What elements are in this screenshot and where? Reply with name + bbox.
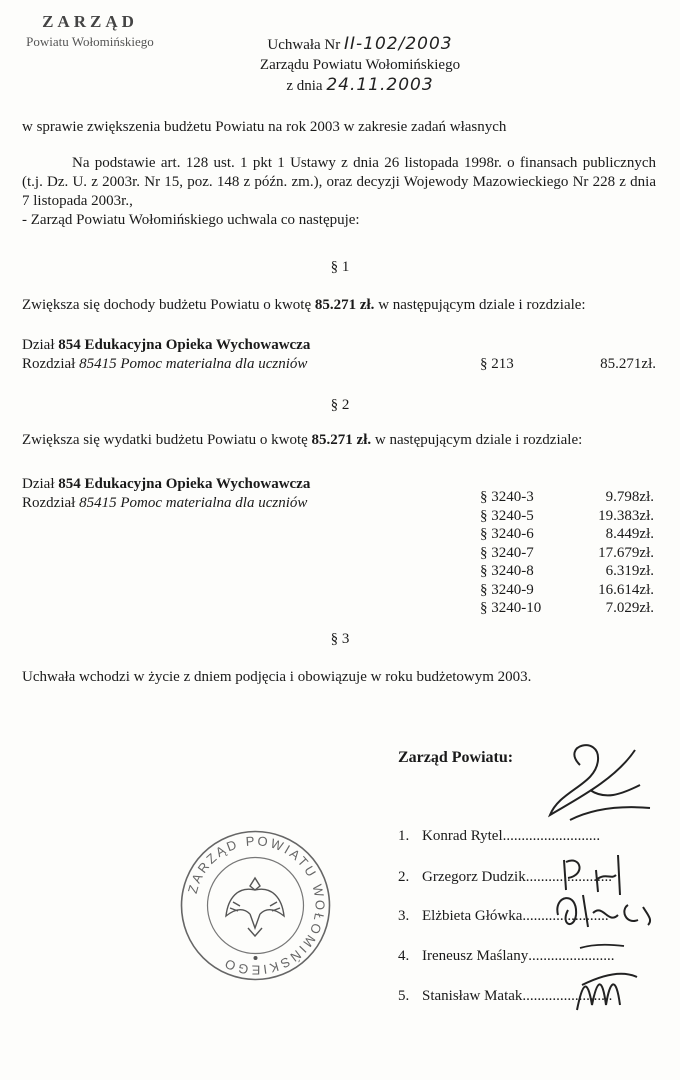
expense-items-list bbox=[480, 489, 654, 619]
signer-name: Elżbieta Główka bbox=[422, 908, 523, 924]
section-1-amount: 85.271 zł. bbox=[314, 297, 375, 313]
section-2-text bbox=[22, 431, 662, 450]
section-3-text: Uchwała wchodzi w życie z dniem podjęcia i obowiązuje w roku budżetowym 2003. bbox=[22, 669, 532, 685]
expense-code: § 3240-7 bbox=[480, 544, 534, 561]
expense-value: 16.614zł. bbox=[598, 581, 654, 598]
section-1-dzial bbox=[22, 336, 656, 355]
section-1-rozdzial-row bbox=[22, 355, 656, 374]
section-2-text-a: Zwiększa się wydatki budżetu Powiatu o kwotę bbox=[22, 432, 308, 448]
expense-item bbox=[480, 526, 654, 545]
dzial-label: Dział bbox=[22, 476, 55, 492]
seal-text: ZARZĄD POWIATU WOŁOMIŃSKIEGO bbox=[184, 833, 328, 978]
rozdzial-label: Rozdział bbox=[22, 495, 76, 511]
rozdzial-name: 85415 Pomoc materialna dla uczniów bbox=[79, 495, 308, 511]
resolution-number-label: Uchwała Nr bbox=[267, 37, 341, 53]
signature-dotted-line: ....................... bbox=[528, 948, 615, 964]
dzial-label: Dział bbox=[22, 337, 55, 353]
signer-name: Grzegorz Dudzik bbox=[422, 869, 526, 885]
signature-scribble-5-icon bbox=[572, 965, 642, 1020]
expense-item bbox=[480, 508, 654, 527]
official-seal-icon bbox=[178, 828, 333, 983]
preamble-legal-basis: Na podstawie art. 128 ust. 1 pkt 1 Ustawy z dnia 26 listopada 1998r. o finansach publicznych (t.j. Dz. U. z 2003r. Nr 15, poz. 148 z późn. zm.), oraz decyzji Wojewody Mazowieckiego Nr 228 z dnia 7 listopada 2003r., bbox=[22, 155, 656, 209]
dzial-name: 854 Edukacyjna Opieka Wychowawcza bbox=[58, 476, 311, 492]
resolution-issuer: Zarządu Powiatu Wołomińskiego bbox=[259, 57, 461, 73]
dzial-name: 854 Edukacyjna Opieka Wychowawcza bbox=[58, 337, 311, 353]
resolution-date-label: z dnia bbox=[286, 78, 323, 94]
expense-item bbox=[480, 582, 654, 601]
expense-value: 17.679zł. bbox=[598, 544, 654, 561]
expense-value: 19.383zł. bbox=[598, 507, 654, 524]
resolution-number-handwritten: II-102/2003 bbox=[344, 34, 453, 54]
signature-dotted-line: ....................... bbox=[525, 869, 612, 885]
signer-number: 2. bbox=[398, 869, 410, 885]
signer-number: 5. bbox=[398, 988, 410, 1004]
expense-value: 6.319zł. bbox=[605, 563, 654, 579]
section-2-mark: § 2 bbox=[330, 397, 350, 413]
resolution-subject: w sprawie zwiększenia budżetu Powiatu na rok 2003 w zakresie zadań własnych bbox=[22, 119, 507, 135]
section-1-mark: § 1 bbox=[330, 259, 350, 275]
preamble-resolves: - Zarząd Powiatu Wołomińskiego uchwala co następuje: bbox=[22, 212, 360, 228]
rozdzial-name: 85415 Pomoc materialna dla uczniów bbox=[79, 356, 308, 372]
resolution-title bbox=[210, 34, 510, 96]
signature-scribble-3-icon bbox=[548, 885, 658, 935]
expense-item bbox=[480, 563, 654, 582]
section-2-text-b: w następującym dziale i rozdziale: bbox=[374, 432, 583, 448]
expense-item bbox=[480, 600, 654, 619]
preamble bbox=[22, 154, 656, 230]
section-3-mark: § 3 bbox=[330, 631, 350, 647]
section-1-text bbox=[22, 296, 662, 315]
expense-value: 8.449zł. bbox=[605, 526, 654, 542]
signer-number: 1. bbox=[398, 828, 410, 844]
expense-value: 9.798zł. bbox=[605, 489, 654, 505]
section-2-amount: 85.271 zł. bbox=[311, 432, 372, 448]
signer-name: Stanisław Matak bbox=[422, 988, 523, 1004]
signer-number: 3. bbox=[398, 908, 410, 924]
resolution-number-line bbox=[210, 34, 510, 55]
rozdzial-label: Rozdział bbox=[22, 356, 76, 372]
expense-code: § 3240-10 bbox=[480, 600, 542, 616]
expense-item bbox=[480, 545, 654, 564]
signature-dotted-line: .......................... bbox=[502, 828, 601, 844]
signer-number: 4. bbox=[398, 948, 410, 964]
org-header-stamp bbox=[0, 12, 180, 50]
resolution-date-handwritten: 24.11.2003 bbox=[326, 75, 434, 95]
expense-value: 7.029zł. bbox=[605, 600, 654, 616]
expense-item bbox=[480, 489, 654, 508]
section-1-text-a: Zwiększa się dochody budżetu Powiatu o kwotę bbox=[22, 297, 312, 313]
expense-code: § 3240-3 bbox=[480, 489, 534, 505]
signature-scribble-4-icon bbox=[578, 938, 628, 958]
signer-name: Ireneusz Maślany bbox=[422, 948, 529, 964]
signature-dotted-line: ........................ bbox=[522, 988, 613, 1004]
section-1-text-b: w następującym dziale i rozdziale: bbox=[378, 297, 586, 313]
org-name-line1: ZARZĄD bbox=[42, 12, 138, 31]
signature-dotted-line: ....................... bbox=[522, 908, 609, 924]
section-1-paragraph-code: § 213 bbox=[480, 356, 514, 372]
expense-code: § 3240-8 bbox=[480, 563, 534, 579]
org-name-line2: Powiatu Wołomińskiego bbox=[26, 34, 154, 49]
expense-code: § 3240-5 bbox=[480, 507, 534, 524]
signatures-heading: Zarząd Powiatu: bbox=[398, 749, 514, 766]
signer-name: Konrad Rytel bbox=[422, 828, 503, 844]
expense-code: § 3240-6 bbox=[480, 526, 534, 542]
resolution-date-line bbox=[210, 75, 510, 96]
expense-code: § 3240-9 bbox=[480, 581, 534, 598]
section-1-value: 85.271zł. bbox=[600, 356, 656, 372]
signature-scribble-1-icon bbox=[520, 730, 660, 840]
